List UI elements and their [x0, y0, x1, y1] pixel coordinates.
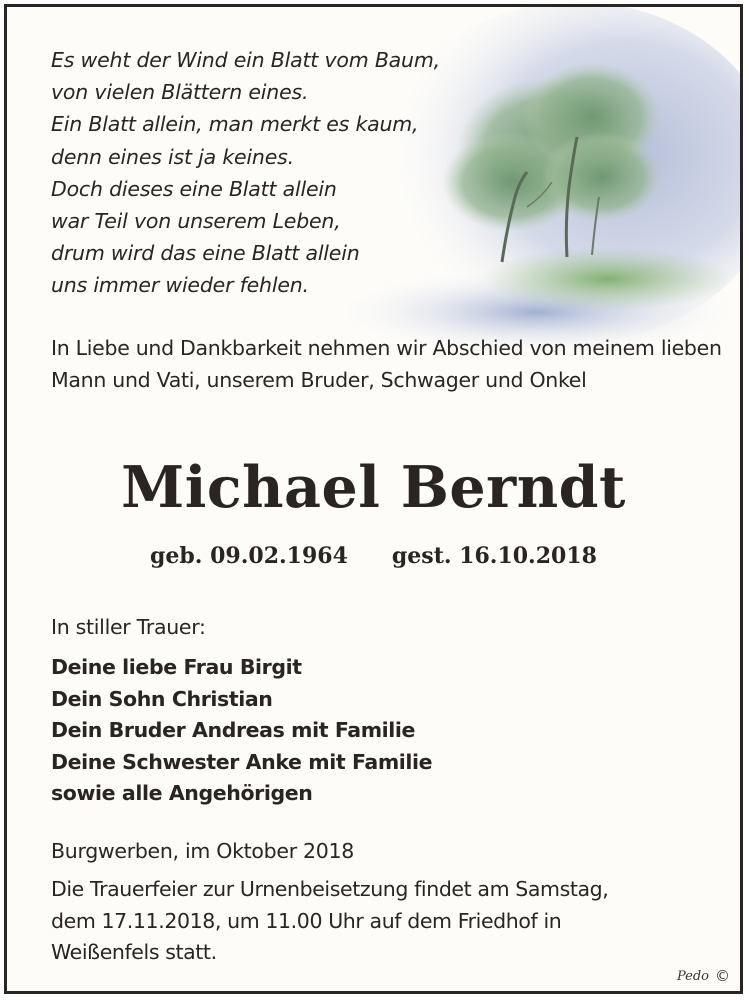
poem-line: Doch dieses eine Blatt allein [51, 176, 337, 201]
memorial-poem [51, 44, 440, 302]
ceremony-line: Weißenfels statt. [51, 940, 217, 965]
ceremony-line: dem 17.11.2018, um 11.00 Uhr auf dem Friedhof in [51, 908, 562, 933]
farewell-text: In Liebe und Dankbarkeit nehmen wir Abschied von meinem lieben Mann und Vati, unserem Bruder, Schwager und Onkel [51, 336, 722, 392]
publisher-signature: Pedo [676, 968, 709, 984]
ceremony-line: Die Trauerfeier zur Urnenbeisetzung findet am Samstag, [51, 877, 609, 901]
mourners-list [51, 652, 432, 810]
mourner-item: Dein Sohn Christian [51, 686, 273, 711]
poem-line: Ein Blatt allein, man merkt es kaum, [51, 112, 419, 137]
poem-line: uns immer wieder fehlen. [51, 273, 309, 298]
poem-line: denn eines ist ja keines. [51, 144, 294, 169]
mourning-label: In stiller Trauer: [51, 615, 206, 639]
poem-line: war Teil von unserem Leben, [51, 209, 341, 234]
poem-line: von vielen Blättern eines. [51, 80, 309, 105]
poem-line: Es weht der Wind ein Blatt vom Baum, [51, 48, 440, 72]
place-date: Burgwerben, im Oktober 2018 [51, 839, 355, 863]
mourner-item: Deine Schwester Anke mit Familie [51, 749, 433, 774]
copyright-icon: © [715, 967, 730, 985]
obituary-notice [4, 4, 743, 994]
deceased-name: Michael Berndt [121, 454, 626, 521]
death-date: gest. 16.10.2018 [391, 543, 597, 569]
mourner-item: Deine liebe Frau Birgit [51, 655, 302, 679]
ceremony-info [51, 874, 731, 969]
mourner-item: sowie alle Angehörigen [51, 781, 313, 806]
poem-line: drum wird das eine Blatt allein [51, 241, 360, 266]
life-dates [7, 540, 740, 572]
publisher-credit [677, 967, 730, 985]
birth-date: geb. 09.02.1964 [150, 543, 348, 569]
mourner-item: Dein Bruder Andreas mit Familie [51, 718, 416, 743]
